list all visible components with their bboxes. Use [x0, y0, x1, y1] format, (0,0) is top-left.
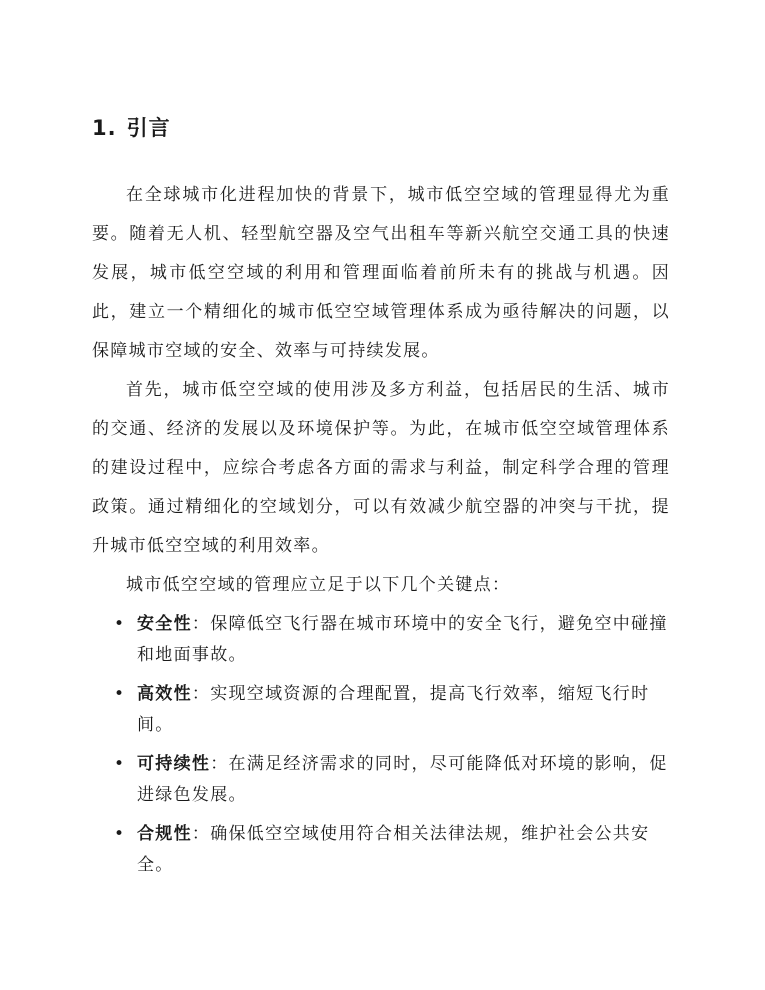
section-title: 引言	[126, 116, 171, 140]
key-point-sustainability	[92, 749, 670, 811]
bullet-icon: •	[114, 754, 126, 774]
key-point-compliance	[92, 819, 670, 881]
key-point-safety	[92, 609, 670, 671]
key-point-term: 可持续性	[137, 754, 211, 774]
key-point-desc: ：确保低空空域使用符合相关法律法规，维护社会公共安全。	[137, 824, 650, 875]
key-point-desc: ：在满足经济需求的同时，尽可能降低对环境的影响，促进绿色发展。	[137, 754, 668, 805]
paragraph-stakeholders: 首先，城市低空空域的使用涉及多方利益，包括居民的生活、城市的交通、经济的发展以及环境保护等。为此，在城市低空空域管理体系的建设过程中，应综合考虑各方面的需求与利益，制定科学合理的管理政策。通过精细化的空域划分，可以有效减少航空器的冲突与干扰，提升城市低空空域的利用效率。	[92, 380, 670, 556]
section-heading	[92, 112, 670, 144]
key-point-efficiency	[92, 679, 670, 741]
list-intro: 城市低空空域的管理应立足于以下几个关键点：	[126, 575, 511, 595]
bullet-icon: •	[114, 684, 126, 704]
key-point-desc: ：保障低空飞行器在城市环境中的安全飞行，避免空中碰撞和地面事故。	[137, 614, 668, 665]
bullet-icon: •	[114, 614, 126, 634]
paragraph-background: 在全球城市化进程加快的背景下，城市低空空域的管理显得尤为重要。随着无人机、轻型航空器及空气出租车等新兴航空交通工具的快速发展，城市低空空域的利用和管理面临着前所未有的挑战与机遇。因此，建立一个精细化的城市低空空域管理体系成为亟待解决的问题，以保障城市空域的安全、效率与可持续发展。	[92, 185, 670, 361]
bullet-icon: •	[114, 824, 126, 844]
key-point-term: 合规性	[137, 824, 192, 844]
key-point-desc: ：实现空域资源的合理配置，提高飞行效率，缩短飞行时间。	[137, 684, 650, 735]
key-point-term: 安全性	[137, 614, 192, 634]
key-points-list	[92, 609, 670, 881]
key-point-term: 高效性	[137, 684, 192, 704]
section-number: 1.	[92, 116, 117, 140]
